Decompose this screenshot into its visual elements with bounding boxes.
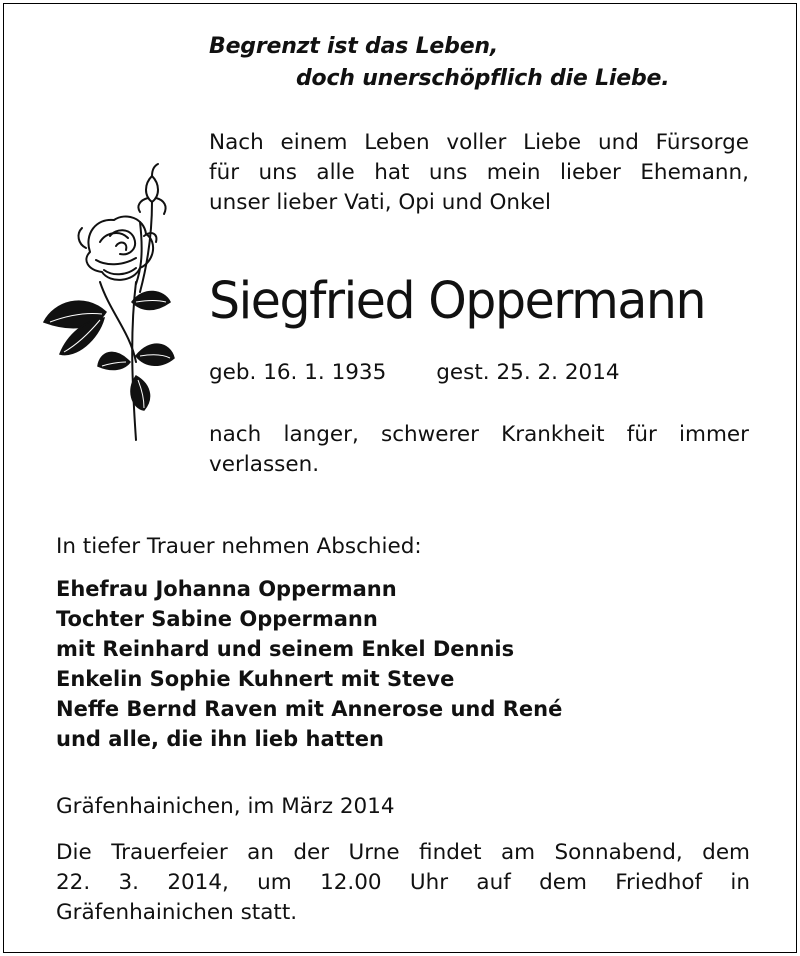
intro-line: Nach einem Leben voller Liebe und Fürsorge	[209, 130, 749, 155]
obituary-notice	[3, 3, 797, 953]
funeral-line: Die Trauerfeier an der Urne findet am Sonnabend, dem	[56, 840, 750, 865]
mourner-name: Ehefrau Johanna Oppermann	[56, 577, 397, 601]
life-dates	[209, 360, 620, 385]
mourner-name: Enkelin Sophie Kuhnert mit Steve	[56, 667, 455, 691]
intro-text	[209, 128, 749, 218]
mourners-list	[56, 574, 562, 754]
funeral-info	[56, 838, 750, 928]
cause-line: verlassen.	[209, 452, 320, 477]
rose-icon	[40, 162, 176, 444]
birth-date: geb. 16. 1. 1935	[209, 360, 387, 385]
mourner-name: Neffe Bernd Raven mit Annerose und René	[56, 697, 563, 721]
deceased-name: Siegfried Oppermann	[209, 272, 706, 331]
funeral-line: Gräfenhainichen statt.	[56, 900, 298, 925]
intro-line: für uns alle hat uns mein lieber Ehemann,	[209, 160, 749, 185]
cause-text	[209, 420, 749, 480]
motto-line-2: doch unerschöpflich die Liebe.	[296, 66, 670, 91]
motto-line-1: Begrenzt ist das Leben,	[209, 34, 499, 59]
cause-line: nach langer, schwerer Krankheit für immer	[209, 422, 749, 447]
mourner-name: und alle, die ihn lieb hatten	[56, 727, 384, 751]
mourner-name: Tochter Sabine Oppermann	[56, 607, 378, 631]
funeral-line: 22. 3. 2014, um 12.00 Uhr auf dem Friedhof in	[56, 870, 750, 895]
intro-line: unser lieber Vati, Opi und Onkel	[209, 190, 551, 215]
place-date: Gräfenhainichen, im März 2014	[56, 794, 395, 819]
death-date: gest. 25. 2. 2014	[436, 360, 620, 385]
mourner-name: mit Reinhard und seinem Enkel Dennis	[56, 637, 515, 661]
mourners-heading: In tiefer Trauer nehmen Abschied:	[56, 534, 422, 559]
